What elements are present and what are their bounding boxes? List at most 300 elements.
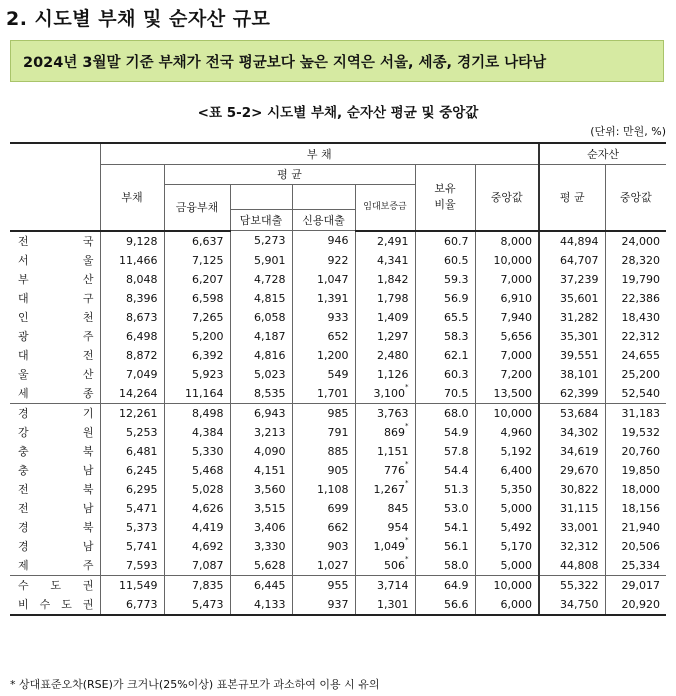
summary-text: 2024년 3월말 기준 부채가 전국 평균보다 높은 지역은 서울, 세종, 경기로 나타남 bbox=[23, 54, 547, 71]
value-text: 5,023 bbox=[254, 367, 286, 381]
value-cell bbox=[539, 403, 605, 423]
value-text: 11,164 bbox=[185, 386, 224, 400]
region-char: 경 bbox=[18, 520, 29, 534]
value-cell bbox=[415, 480, 475, 499]
value-text: 19,790 bbox=[621, 272, 661, 286]
region-char: 부 bbox=[18, 272, 29, 286]
value-text: 53,684 bbox=[560, 406, 599, 420]
value-cell bbox=[605, 480, 666, 499]
value-cell bbox=[415, 251, 475, 270]
region-char: 비 bbox=[18, 597, 29, 611]
value-cell bbox=[164, 461, 230, 480]
value-text: 21,940 bbox=[621, 520, 661, 534]
value-text: 4,341 bbox=[377, 253, 409, 267]
financial-debt-header: 금융부채 bbox=[164, 185, 230, 231]
value-cell bbox=[475, 480, 539, 499]
value-cell bbox=[292, 308, 355, 327]
value-text: 985 bbox=[327, 406, 349, 420]
value-cell bbox=[355, 327, 415, 346]
value-text: 7,265 bbox=[192, 310, 224, 324]
value-cell bbox=[100, 556, 164, 576]
value-cell bbox=[355, 289, 415, 308]
region-char: 울 bbox=[18, 367, 29, 381]
value-text: 54.1 bbox=[444, 520, 469, 534]
value-cell bbox=[292, 251, 355, 270]
rse-mark: * bbox=[405, 555, 409, 563]
table-row bbox=[10, 231, 666, 251]
value-text: 6,598 bbox=[192, 291, 224, 305]
value-cell bbox=[415, 365, 475, 384]
value-text: 3,213 bbox=[254, 425, 286, 439]
value-text: 34,750 bbox=[560, 597, 599, 611]
value-text: 12,261 bbox=[119, 406, 158, 420]
value-cell bbox=[292, 384, 355, 404]
value-text: 4,419 bbox=[192, 520, 224, 534]
value-cell bbox=[292, 423, 355, 442]
value-text: 662 bbox=[327, 520, 349, 534]
value-cell bbox=[605, 308, 666, 327]
value-cell bbox=[230, 442, 292, 461]
rse-mark: * bbox=[405, 460, 409, 468]
value-cell bbox=[415, 403, 475, 423]
value-text: 6,773 bbox=[126, 597, 158, 611]
region-char: 경 bbox=[18, 539, 29, 553]
value-text: 791 bbox=[327, 425, 349, 439]
region-char: 전 bbox=[82, 348, 94, 362]
value-text: 4,151 bbox=[254, 463, 286, 477]
region-char: 대 bbox=[18, 348, 29, 362]
region-cell bbox=[10, 270, 100, 289]
value-text: 7,049 bbox=[126, 367, 158, 381]
value-text: 35,301 bbox=[560, 329, 599, 343]
value-text: 3,330 bbox=[254, 539, 286, 553]
value-cell bbox=[292, 595, 355, 615]
value-cell bbox=[230, 384, 292, 404]
value-cell bbox=[415, 423, 475, 442]
value-text: 6,295 bbox=[126, 482, 158, 496]
value-cell bbox=[164, 423, 230, 442]
value-cell bbox=[100, 423, 164, 442]
value-text: 19,532 bbox=[621, 425, 661, 439]
value-cell bbox=[539, 461, 605, 480]
region-char: 광 bbox=[18, 329, 29, 343]
table-row bbox=[10, 461, 666, 480]
value-text: 5,901 bbox=[254, 253, 286, 267]
value-text: 60.5 bbox=[444, 253, 469, 267]
value-cell bbox=[100, 231, 164, 251]
value-text: 8,872 bbox=[126, 348, 158, 362]
value-cell bbox=[605, 327, 666, 346]
value-text: 3,763 bbox=[377, 406, 409, 420]
value-text: 53.0 bbox=[444, 501, 469, 515]
region-char: 권 bbox=[82, 578, 94, 592]
region-char: 충 bbox=[18, 463, 29, 477]
region-cell bbox=[10, 231, 100, 251]
value-cell bbox=[100, 365, 164, 384]
value-cell bbox=[164, 251, 230, 270]
value-text: 5,628 bbox=[254, 558, 286, 572]
value-cell bbox=[539, 251, 605, 270]
value-text: 5,170 bbox=[500, 539, 532, 553]
value-text: 1,200 bbox=[317, 348, 349, 362]
value-text: 25,334 bbox=[621, 558, 661, 572]
value-cell bbox=[164, 595, 230, 615]
region-cell bbox=[10, 442, 100, 461]
value-text: 845 bbox=[387, 501, 409, 515]
value-cell bbox=[230, 575, 292, 595]
rse-mark: * bbox=[405, 422, 409, 430]
table-row bbox=[10, 575, 666, 595]
value-cell bbox=[605, 384, 666, 404]
value-text: 54.4 bbox=[444, 463, 469, 477]
value-text: 20,506 bbox=[621, 539, 661, 553]
value-text: 8,673 bbox=[126, 310, 158, 324]
value-text: 4,626 bbox=[192, 501, 224, 515]
value-text: 18,156 bbox=[621, 501, 661, 515]
value-cell bbox=[539, 537, 605, 556]
region-cell bbox=[10, 289, 100, 308]
value-cell bbox=[539, 575, 605, 595]
value-text: 29,017 bbox=[621, 578, 661, 592]
value-cell bbox=[539, 327, 605, 346]
value-text: 1,842 bbox=[377, 272, 409, 286]
value-text: 4,090 bbox=[254, 444, 286, 458]
value-cell bbox=[605, 403, 666, 423]
value-text: 5,330 bbox=[192, 444, 224, 458]
value-text: 3,100 bbox=[373, 386, 405, 400]
value-cell bbox=[475, 365, 539, 384]
value-text: 65.5 bbox=[444, 310, 469, 324]
footnote: * 상대표준오차(RSE)가 크거나(25%이상) 표본규모가 과소하여 이용 시 유의 bbox=[10, 678, 380, 691]
value-text: 549 bbox=[327, 367, 349, 381]
value-cell bbox=[355, 461, 415, 480]
value-cell bbox=[164, 499, 230, 518]
value-cell bbox=[292, 231, 355, 251]
value-cell bbox=[539, 595, 605, 615]
value-cell bbox=[292, 556, 355, 576]
value-text: 1,049 bbox=[373, 539, 405, 553]
table-row bbox=[10, 289, 666, 308]
value-text: 9,128 bbox=[126, 234, 158, 248]
value-cell bbox=[100, 499, 164, 518]
value-cell bbox=[292, 346, 355, 365]
value-text: 8,048 bbox=[126, 272, 158, 286]
value-cell bbox=[355, 480, 415, 499]
table-row bbox=[10, 595, 666, 615]
value-text: 7,087 bbox=[192, 558, 224, 572]
value-text: 5,492 bbox=[500, 520, 532, 534]
region-header bbox=[10, 143, 100, 231]
value-cell bbox=[415, 575, 475, 595]
value-text: 35,601 bbox=[560, 291, 599, 305]
value-cell bbox=[415, 556, 475, 576]
value-cell bbox=[164, 231, 230, 251]
value-cell bbox=[230, 327, 292, 346]
value-text: 7,000 bbox=[500, 348, 532, 362]
value-text: 7,125 bbox=[192, 253, 224, 267]
value-text: 905 bbox=[327, 463, 349, 477]
value-cell bbox=[355, 423, 415, 442]
value-text: 8,000 bbox=[500, 234, 532, 248]
region-char: 남 bbox=[82, 501, 94, 515]
region-char: 산 bbox=[82, 367, 94, 381]
value-cell bbox=[100, 595, 164, 615]
region-char: 서 bbox=[18, 253, 29, 267]
value-cell bbox=[292, 442, 355, 461]
value-text: 6,637 bbox=[192, 234, 224, 248]
value-text: 34,302 bbox=[560, 425, 599, 439]
summary-banner bbox=[10, 40, 664, 82]
value-cell bbox=[292, 461, 355, 480]
value-text: 56.6 bbox=[444, 597, 469, 611]
value-text: 19,850 bbox=[621, 463, 661, 477]
value-cell bbox=[539, 518, 605, 537]
table-row bbox=[10, 346, 666, 365]
value-cell bbox=[100, 308, 164, 327]
region-cell bbox=[10, 423, 100, 442]
value-cell bbox=[100, 251, 164, 270]
value-cell bbox=[355, 346, 415, 365]
value-text: 5,028 bbox=[192, 482, 224, 496]
value-cell bbox=[230, 231, 292, 251]
region-char: 남 bbox=[82, 539, 94, 553]
value-text: 7,000 bbox=[500, 272, 532, 286]
table-row bbox=[10, 518, 666, 537]
value-cell bbox=[539, 480, 605, 499]
value-cell bbox=[475, 442, 539, 461]
value-text: 885 bbox=[327, 444, 349, 458]
value-text: 34,619 bbox=[560, 444, 599, 458]
value-text: 903 bbox=[327, 539, 349, 553]
value-cell bbox=[605, 499, 666, 518]
value-cell bbox=[100, 518, 164, 537]
regional-debt-table bbox=[10, 142, 666, 616]
value-text: 24,655 bbox=[621, 348, 661, 362]
table-row bbox=[10, 308, 666, 327]
region-char: 도 bbox=[61, 597, 72, 611]
value-cell bbox=[164, 442, 230, 461]
value-text: 946 bbox=[327, 234, 349, 248]
value-text: 5,741 bbox=[126, 539, 158, 553]
value-cell bbox=[475, 231, 539, 251]
table-row bbox=[10, 556, 666, 576]
value-cell bbox=[475, 384, 539, 404]
value-text: 699 bbox=[327, 501, 349, 515]
value-text: 6,207 bbox=[192, 272, 224, 286]
value-cell bbox=[475, 423, 539, 442]
value-text: 8,498 bbox=[192, 406, 224, 420]
value-text: 56.9 bbox=[444, 291, 469, 305]
value-cell bbox=[355, 231, 415, 251]
value-cell bbox=[100, 461, 164, 480]
value-text: 5,000 bbox=[500, 501, 532, 515]
value-cell bbox=[230, 461, 292, 480]
value-text: 30,822 bbox=[560, 482, 599, 496]
region-char: 제 bbox=[18, 558, 29, 572]
value-text: 5,471 bbox=[126, 501, 158, 515]
debt-total-header: 부채 bbox=[100, 165, 164, 231]
value-cell bbox=[605, 442, 666, 461]
region-cell bbox=[10, 403, 100, 423]
region-char: 권 bbox=[82, 597, 94, 611]
value-cell bbox=[292, 327, 355, 346]
value-text: 56.1 bbox=[444, 539, 469, 553]
value-text: 7,593 bbox=[126, 558, 158, 572]
table-row bbox=[10, 442, 666, 461]
value-text: 4,133 bbox=[254, 597, 286, 611]
value-text: 6,392 bbox=[192, 348, 224, 362]
table-row bbox=[10, 251, 666, 270]
value-text: 31,183 bbox=[621, 406, 661, 420]
value-cell bbox=[292, 365, 355, 384]
value-cell bbox=[415, 384, 475, 404]
value-text: 5,656 bbox=[500, 329, 532, 343]
value-cell bbox=[164, 403, 230, 423]
value-cell bbox=[475, 346, 539, 365]
table-row bbox=[10, 365, 666, 384]
value-cell bbox=[100, 537, 164, 556]
value-cell bbox=[475, 403, 539, 423]
value-cell bbox=[605, 575, 666, 595]
value-cell bbox=[292, 537, 355, 556]
value-cell bbox=[605, 231, 666, 251]
value-cell bbox=[230, 289, 292, 308]
value-text: 1,027 bbox=[317, 558, 349, 572]
value-cell bbox=[415, 442, 475, 461]
net-average-header: 평 균 bbox=[539, 165, 605, 231]
value-cell bbox=[164, 537, 230, 556]
value-cell bbox=[100, 403, 164, 423]
net-assets-header: 순자산 bbox=[539, 143, 666, 165]
value-text: 1,267 bbox=[373, 482, 405, 496]
value-cell bbox=[355, 518, 415, 537]
value-cell bbox=[475, 308, 539, 327]
section-heading: 2. 시도별 부채 및 순자산 규모 bbox=[6, 8, 271, 30]
value-cell bbox=[230, 537, 292, 556]
region-cell bbox=[10, 365, 100, 384]
value-cell bbox=[355, 499, 415, 518]
value-cell bbox=[230, 499, 292, 518]
value-text: 5,373 bbox=[126, 520, 158, 534]
value-text: 62.1 bbox=[444, 348, 469, 362]
region-char: 북 bbox=[82, 444, 94, 458]
value-cell bbox=[605, 537, 666, 556]
value-text: 6,910 bbox=[500, 291, 532, 305]
value-cell bbox=[230, 346, 292, 365]
value-text: 955 bbox=[327, 578, 349, 592]
value-text: 1,409 bbox=[377, 310, 409, 324]
value-text: 4,728 bbox=[254, 272, 286, 286]
value-cell bbox=[230, 480, 292, 499]
value-text: 22,312 bbox=[621, 329, 661, 343]
value-cell bbox=[292, 480, 355, 499]
region-char: 인 bbox=[18, 310, 29, 324]
value-text: 6,498 bbox=[126, 329, 158, 343]
debt-header: 부 채 bbox=[100, 143, 539, 165]
value-text: 22,386 bbox=[621, 291, 661, 305]
region-cell bbox=[10, 537, 100, 556]
value-cell bbox=[164, 575, 230, 595]
value-cell bbox=[605, 365, 666, 384]
value-cell bbox=[292, 575, 355, 595]
value-text: 64,707 bbox=[560, 253, 599, 267]
value-cell bbox=[164, 384, 230, 404]
region-char: 울 bbox=[82, 253, 94, 267]
value-text: 58.0 bbox=[444, 558, 469, 572]
credit-header: 신용대출 bbox=[292, 210, 355, 231]
region-char: 기 bbox=[82, 406, 94, 420]
value-text: 5,000 bbox=[500, 558, 532, 572]
value-cell bbox=[164, 327, 230, 346]
value-cell bbox=[100, 270, 164, 289]
value-text: 922 bbox=[327, 253, 349, 267]
value-text: 10,000 bbox=[493, 406, 532, 420]
region-char: 경 bbox=[18, 406, 29, 420]
value-text: 6,445 bbox=[254, 578, 286, 592]
value-cell bbox=[539, 270, 605, 289]
value-text: 60.7 bbox=[444, 234, 469, 248]
table-row bbox=[10, 480, 666, 499]
value-cell bbox=[539, 423, 605, 442]
value-text: 18,430 bbox=[621, 310, 661, 324]
region-char: 천 bbox=[82, 310, 94, 324]
value-text: 5,350 bbox=[500, 482, 532, 496]
value-text: 6,245 bbox=[126, 463, 158, 477]
value-text: 652 bbox=[327, 329, 349, 343]
region-cell bbox=[10, 251, 100, 270]
value-cell bbox=[415, 308, 475, 327]
table-row bbox=[10, 270, 666, 289]
value-cell bbox=[230, 308, 292, 327]
value-cell bbox=[605, 289, 666, 308]
value-cell bbox=[230, 365, 292, 384]
deposit-header: 임대보증금 bbox=[355, 185, 415, 231]
value-cell bbox=[605, 595, 666, 615]
value-cell bbox=[355, 384, 415, 404]
value-text: 31,115 bbox=[560, 501, 599, 515]
value-cell bbox=[355, 537, 415, 556]
value-cell bbox=[100, 575, 164, 595]
region-cell bbox=[10, 595, 100, 615]
region-char: 대 bbox=[18, 291, 29, 305]
value-text: 29,670 bbox=[560, 463, 599, 477]
value-cell bbox=[355, 270, 415, 289]
value-text: 10,000 bbox=[493, 578, 532, 592]
value-cell bbox=[415, 595, 475, 615]
value-text: 62,399 bbox=[560, 386, 599, 400]
value-cell bbox=[164, 480, 230, 499]
value-cell bbox=[100, 480, 164, 499]
value-cell bbox=[164, 365, 230, 384]
value-text: 776 bbox=[384, 463, 405, 477]
value-cell bbox=[475, 251, 539, 270]
value-cell bbox=[164, 556, 230, 576]
value-text: 4,187 bbox=[254, 329, 286, 343]
value-text: 3,406 bbox=[254, 520, 286, 534]
value-cell bbox=[100, 327, 164, 346]
rse-mark: * bbox=[405, 536, 409, 544]
median-header: 중앙값 bbox=[475, 165, 539, 231]
value-cell bbox=[355, 575, 415, 595]
value-cell bbox=[100, 289, 164, 308]
table-caption: <표 5-2> 시도별 부채, 순자산 평균 및 중앙값 bbox=[197, 105, 479, 121]
value-cell bbox=[355, 442, 415, 461]
value-cell bbox=[605, 423, 666, 442]
value-cell bbox=[415, 537, 475, 556]
value-cell bbox=[230, 251, 292, 270]
value-text: 1,391 bbox=[317, 291, 349, 305]
value-text: 4,692 bbox=[192, 539, 224, 553]
